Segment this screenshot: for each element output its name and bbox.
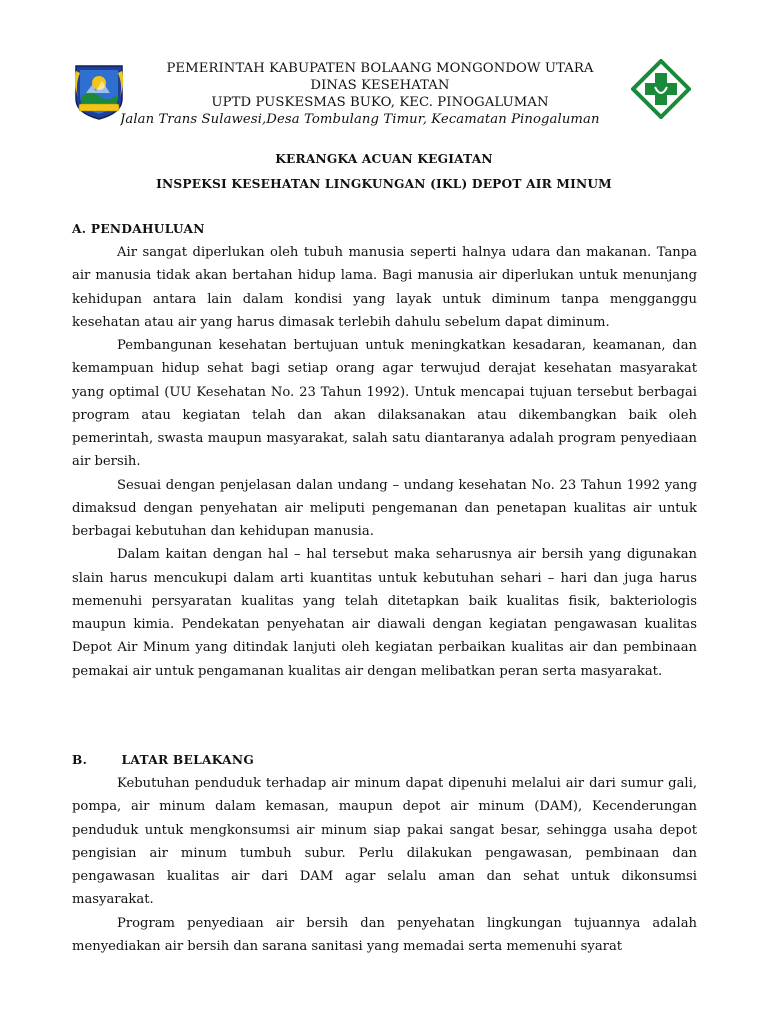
puskesmas-logo	[631, 59, 691, 119]
section-body-pendahuluan	[72, 241, 697, 683]
letterhead	[120, 60, 630, 128]
regency-emblem-logo	[72, 63, 126, 121]
section-heading-pendahuluan	[72, 222, 205, 236]
letterhead-address: Jalan Trans Sulawesi,Desa Tombulang Timur, Kecamatan Pinogaluman	[120, 112, 600, 127]
section-number: B.	[72, 753, 88, 767]
paragraph: Program penyediaan air bersih dan penyehatan lingkungan tujuannya adalah menyediakan air bersih dan sarana sanitasi yang memadai serta memenuhi syarat	[72, 915, 697, 954]
section-heading-latar-belakang	[72, 753, 254, 767]
section-body-latar-belakang	[72, 772, 697, 958]
letterhead-government: PEMERINTAH KABUPATEN BOLAANG MONGONDOW UTARA	[166, 61, 594, 76]
paragraph: Pembangunan kesehatan bertujuan untuk meningkatkan kesadaran, keamanan, dan kemampuan hidup sehat bagi setiap orang agar terwujud derajat kesehatan masyarakat yang optimal (UU Kesehatan No. 23 Tahun 1992). Untuk mencapai tujuan tersebut berbagai program atau kegiatan telah dan akan dilaksanakan atau dikembangkan baik oleh pemerintah, swasta maupun masyarakat, salah satu diantaranya adalah program penyediaan air bersih.	[72, 338, 697, 470]
document-subtitle: INSPEKSI KESEHATAN LINGKUNGAN (IKL) DEPOT AIR MINUM	[156, 177, 612, 191]
paragraph: Sesuai dengan penjelasan dalan undang – undang kesehatan No. 23 Tahun 1992 yang dimaksud dengan penyehatan air meliputi pengemanan dan penetapan kualitas air untuk berbagai kebutuhan dan kehidupan manusia.	[72, 477, 697, 539]
letterhead-unit: UPTD PUSKESMAS BUKO, KEC. PINOGALUMAN	[211, 95, 549, 110]
letterhead-department: DINAS KESEHATAN	[310, 78, 450, 93]
section-title: LATAR BELAKANG	[121, 753, 255, 767]
paragraph: Dalam kaitan dengan hal – hal tersebut maka seharusnya air bersih yang digunakan slain harus mencukupi dalam arti kuantitas untuk kebutuhan sehari – hari dan juga harus memenuhi persyaratan kualitas yang telah ditetapkan baik kualitas fisik, bakteriologis maupun kimia. Pendekatan penyehatan air diawali dengan kegiatan pengawasan kualitas Depot Air Minum yang ditindak lanjuti oleh kegiatan perbaikan kualitas air dan pembinaan pemakai air untuk pengamanan kualitas air dengan melibatkan peran serta masyarakat.	[72, 547, 697, 679]
document-title: KERANGKA ACUAN KEGIATAN	[275, 152, 493, 166]
section-number: A.	[72, 222, 87, 236]
section-title: PENDAHULUAN	[90, 222, 205, 236]
paragraph: Air sangat diperlukan oleh tubuh manusia seperti halnya udara dan makanan. Tanpa air manusia tidak akan bertahan hidup lama. Bagi manusia air diperlukan untuk menunjang kehidupan antara lain dalam kondisi yang layak untuk diminum tanpa mengganggu kesehatan atau air yang harus dimasak terlebih dahulu sebelum dapat diminum.	[72, 245, 697, 330]
paragraph: Kebutuhan penduduk terhadap air minum dapat dipenuhi melalui air dari sumur gali, pompa, air minum dalam kemasan, maupun depot air minum (DAM), Kecenderungan penduduk untuk mengkonsumsi air minum siap pakai sangat besar, sehingga usaha depot pengisian air minum tumbuh subur. Perlu dilakukan pengawasan, pembinaan dan pengawasan kualitas air dari DAM agar selalu aman dan sehat untuk dikonsumsi masyarakat.	[72, 776, 697, 908]
